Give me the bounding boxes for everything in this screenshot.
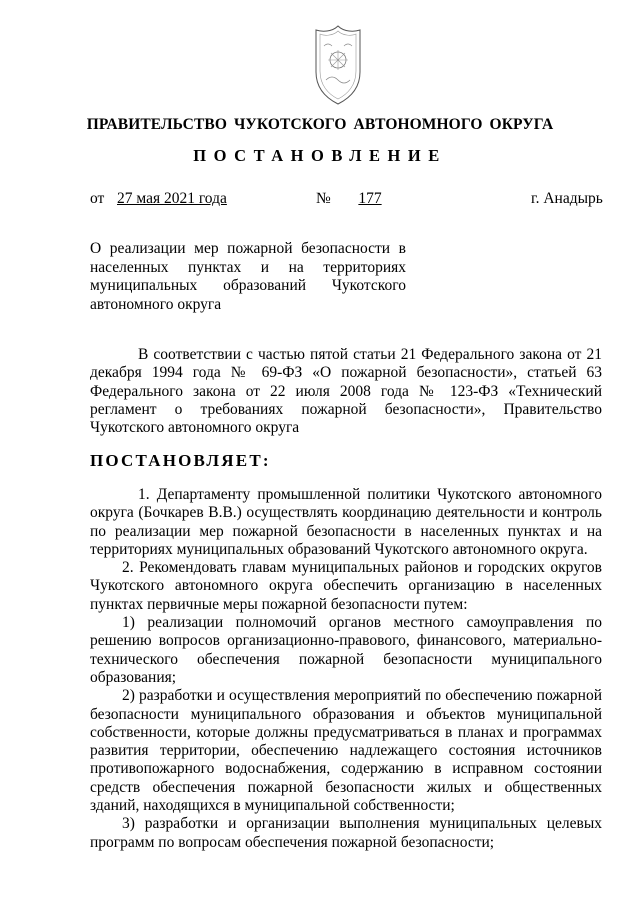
coat-of-arms-emblem [302, 24, 374, 108]
document-subject: О реализации мер пожарной безопасности в населенных пунктах и на территориях муниципальных образований Чукотского автономного округа [90, 240, 406, 313]
sub-item-3: 3) разработки и организации выполнения муниципальных целевых программ по вопросам обеспечения пожарной безопасности; [90, 815, 602, 851]
government-title: ПРАВИТЕЛЬСТВО ЧУКОТСКОГО АВТОНОМНОГО ОКРУГА [86, 116, 554, 133]
item-paragraph-2: 2. Рекомендовать главам муниципальных районов и городских округов Чукотского автономного округа обеспечить организацию в населенных пунктах первичные меры пожарной безопасности путем: [90, 559, 602, 613]
sub-item-2: 2) разработки и осуществления мероприятий по обеспечению пожарной безопасности муниципального образования и объектов муниципальной собственности, которые должны предусматриваться в планах и программах развития территории, обеспечению надлежащего состояния источников противопожарного водоснабжения, содержанию в исправном состоянии средств обеспечения пожарной безопасности жилых и общественных зданий, находящихся в муниципальной собственности; [90, 687, 602, 815]
decree-title: ПОСТАНОВЛЕНИЕ [193, 146, 447, 165]
number-label: № [316, 190, 331, 207]
resolve-heading: ПОСТАНОВЛЯЕТ: [90, 451, 271, 470]
sub-item-1: 1) реализации полномочий органов местного самоуправления по решению вопросов организационно-правового, финансового, материально-технического обеспечения пожарной безопасности муниципального образования; [90, 614, 602, 686]
preamble-paragraph: В соответствии с частью пятой статьи 21 Федерального закона от 21 декабря 1994 года № 69-ФЗ «О пожарной безопасности», статьей 63 Федерального закона от 22 июля 2008 года № 123-ФЗ «Технический регламент о требованиях пожарной безопасности», Правительство Чукотского автономного округа [90, 346, 602, 437]
document-place: г. Анадырь [531, 190, 603, 207]
item-paragraph-1: 1. Департаменту промышленной политики Чукотского автономного округа (Бочкарев В.В.) осуществлять координацию деятельности и контроль по реализации мер пожарной безопасности в населенных пунктах и на территориях муниципальных образований Чукотского автономного округа. [90, 486, 602, 558]
date-label: от [90, 190, 105, 207]
preamble-block [90, 346, 602, 437]
document-number: 177 [358, 190, 382, 207]
document-date: 27 мая 2021 года [117, 190, 227, 207]
decree-items [90, 486, 602, 852]
